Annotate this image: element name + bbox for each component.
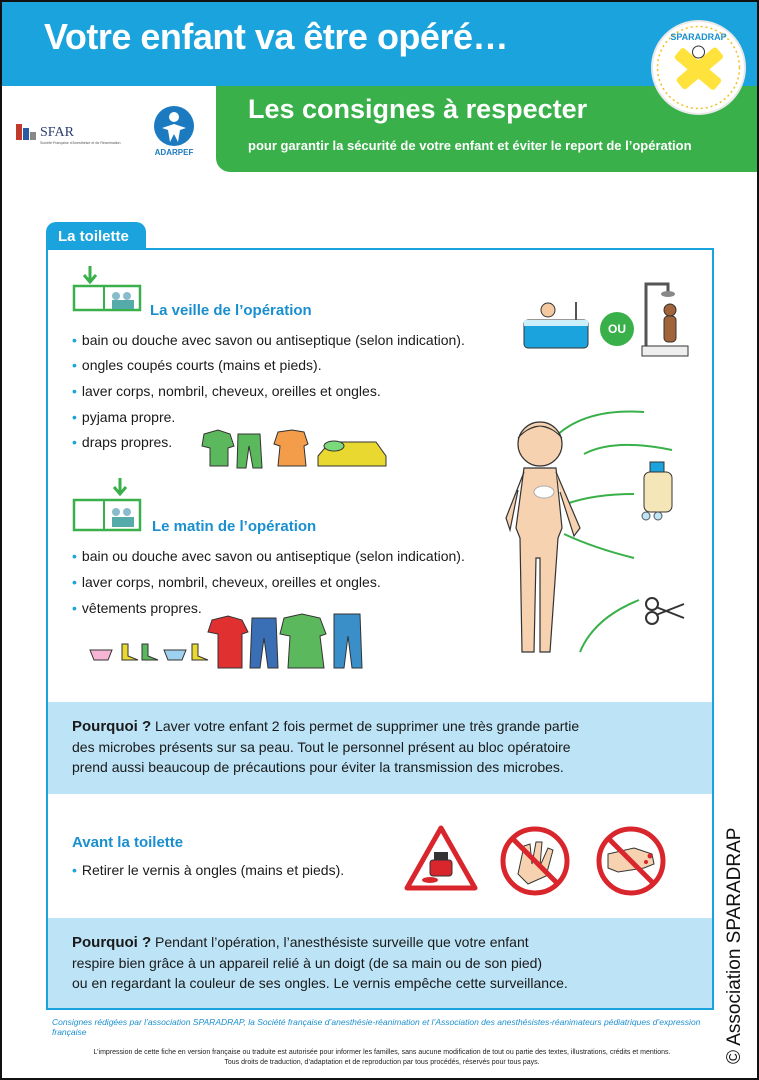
veille-item: • bain ou douche avec savon ou antiseptique (selon indication). [72,332,465,348]
legal-line: L’impression de cette fiche en version française ou traduite est autorisée pour informer les familles, sans aucune modification de tout ou partie des textes, illustrations, crédits et mentions. [93,1049,671,1056]
matin-heading: Le matin de l’opération [152,518,317,535]
nail-polish-warning-icon [404,824,478,892]
content-box [46,248,714,1010]
pourquoi-line: des microbes présents sur sa peau. Tout le personnel présent au bloc opératoire [72,739,571,755]
veille-item: • laver corps, nombril, cheveux, oreilles et ongles. [72,383,381,399]
adarpef-text: ADARPEF [154,148,194,157]
pourquoi-line: Pourquoi ? Laver votre enfant 2 fois permet de supprimer une très grande partie [72,718,580,735]
pourquoi-band-1 [48,702,712,794]
pourquoi-line: ou en regardant la couleur de ses ongles. Le vernis empêche cette surveillance. [72,975,568,991]
calendar-morning-icon [72,476,144,532]
adarpef-icon [150,104,198,148]
shower-icon [640,278,690,360]
avant-heading: Avant la toilette [72,834,184,851]
adarpef-logo [150,104,198,160]
avant-item: • Retirer le vernis à ongles (mains et pieds). [72,862,345,878]
sparadrap-logo-icon [653,22,744,113]
sfar-caption: Société Française d’Anesthésie et de Réanimation [40,141,121,145]
credits-text: Consignes rédigées par l’association SPARADRAP, la Société française d’anesthésie-réanimation et l’Association des anesthésistes-réanimateurs pédiatriques d’expression française [52,1017,701,1037]
matin-item: • bain ou douche avec savon ou antiseptique (selon indication). [72,548,465,564]
veille-item: • ongles coupés courts (mains et pieds). [72,357,322,373]
pourquoi-line: respire bien grâce à un appareil relié à un doigt (de sa main ou de son pied) [72,955,543,971]
pajamas-sheets-illustration [200,426,390,472]
pourquoi-line: prend aussi beaucoup de précautions pour éviter la transmission des microbes. [72,759,564,775]
matin-item: • vêtements propres. [72,600,202,616]
legal-text [52,1048,712,1068]
sparadrap-seal [651,20,746,115]
clean-clothes-illustration [88,610,408,672]
ou-badge: OU [600,312,634,346]
sfar-logo-text: SFAR [40,125,74,140]
bath-icon [522,298,592,352]
subtitle: Les consignes à respecter [248,94,588,124]
page-title: Votre enfant va être opéré… [44,16,508,57]
legal-line: Tous droits de traduction, d’adaptation et de reproduction par tous procédés, réservés pour tous pays. [224,1059,540,1066]
no-painted-fingernails-icon [498,824,572,898]
no-painted-toenails-icon [594,824,668,898]
pourquoi-band-2 [48,918,712,1008]
soap-bottle-icon [636,460,682,520]
veille-heading: La veille de l’opération [150,302,312,319]
scissors-icon [644,596,686,626]
matin-item: • laver corps, nombril, cheveux, oreilles et ongles. [72,574,381,590]
pourquoi-lead: Pourquoi ? [72,718,152,735]
pourquoi-line: Pourquoi ? Pendant l’opération, l’anesthésiste surveille que votre enfant [72,934,529,951]
section-tab-toilette: La toilette [46,222,146,252]
header-bar [2,2,757,86]
child-washing-illustration [484,408,704,668]
pourquoi-lead: Pourquoi ? [72,934,152,951]
veille-item: • pyjama propre. [72,409,176,425]
tagline: pour garantir la sécurité de votre enfant et éviter le report de l’opération [248,138,692,153]
veille-item: • draps propres. [72,434,173,450]
copyright-vertical: © Association SPARADRAP [724,827,745,1064]
seal-text: SPARADRAP [670,32,727,42]
sfar-logo [16,122,121,148]
calendar-eve-icon [72,264,144,312]
